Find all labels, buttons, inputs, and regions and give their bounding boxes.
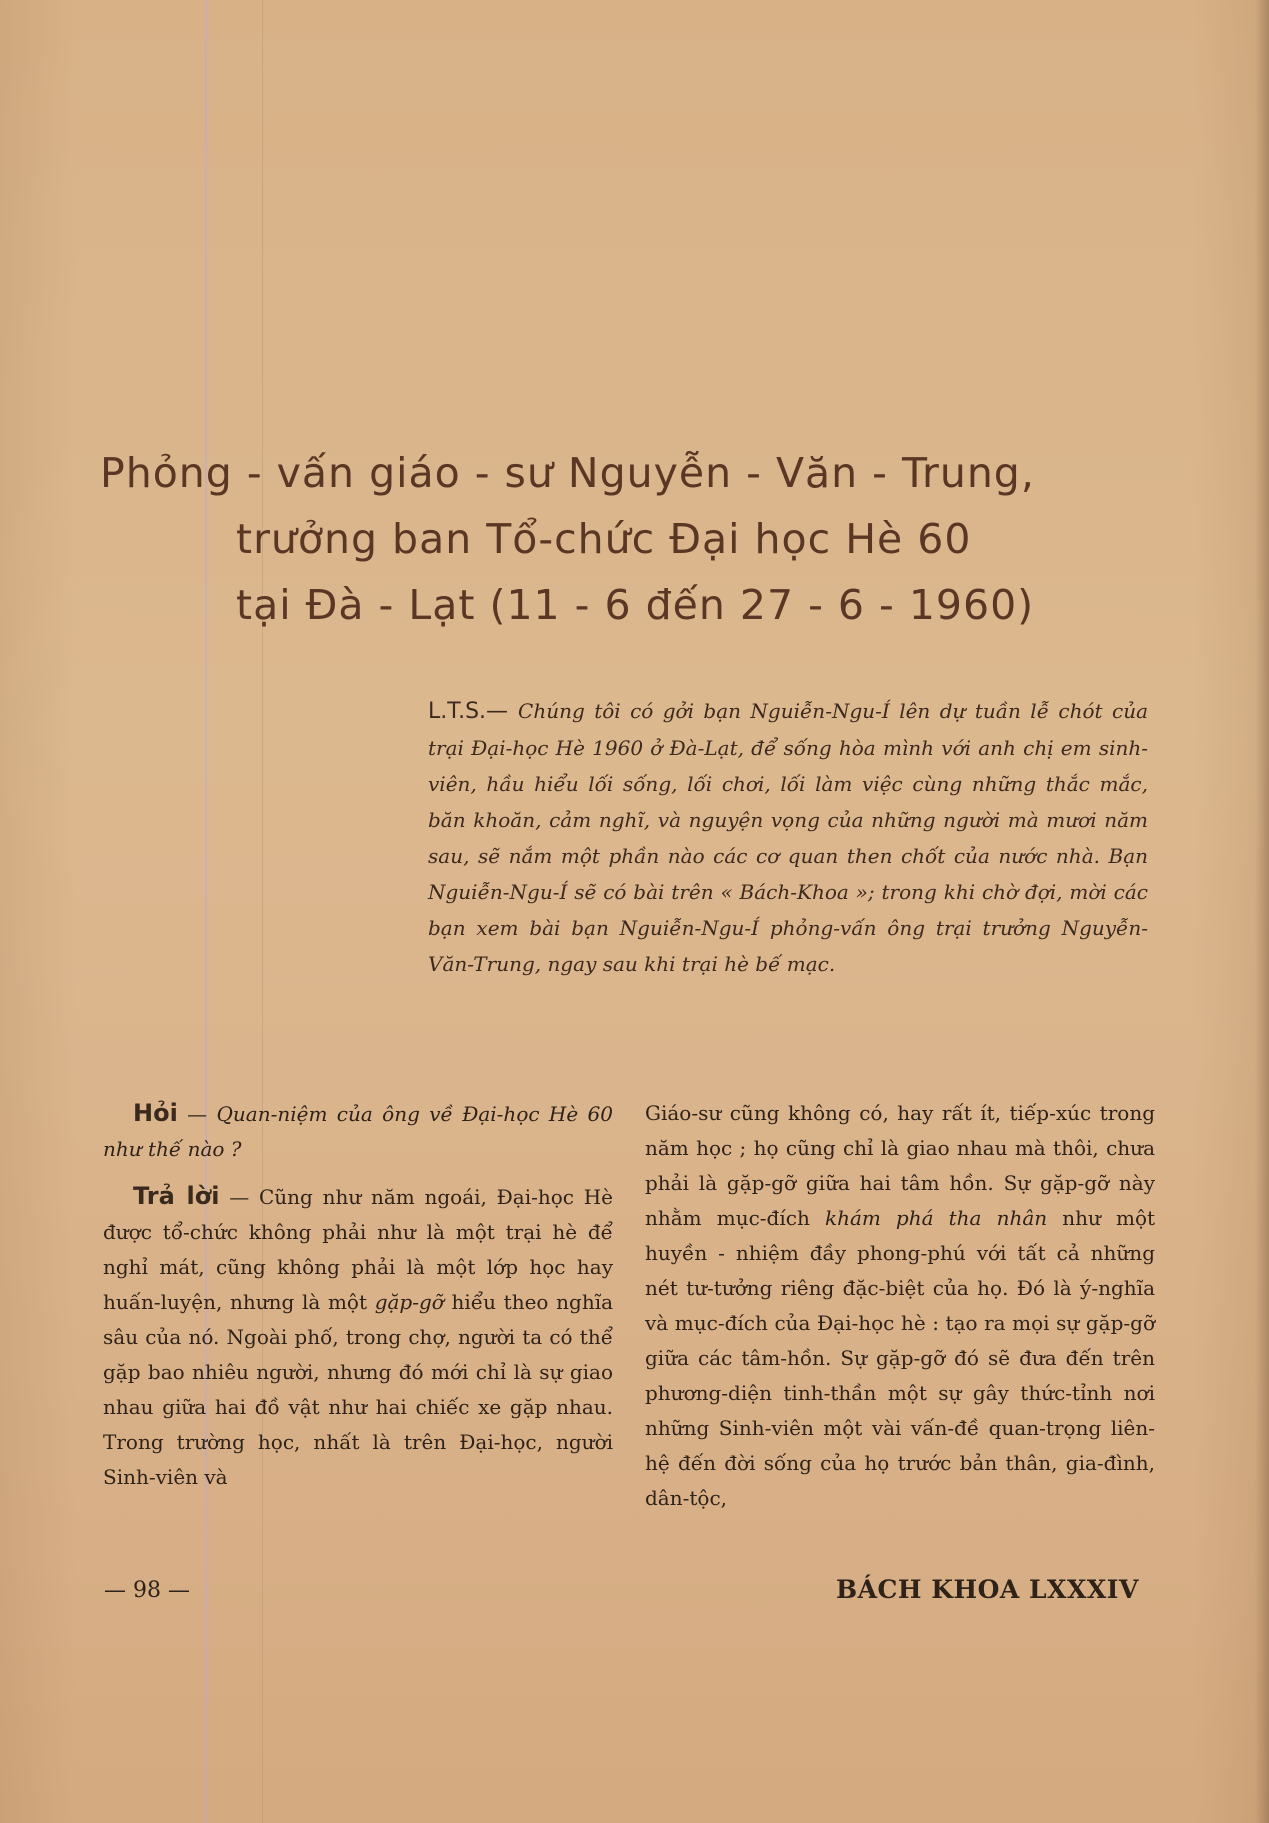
left-column xyxy=(103,1096,613,1507)
answer-emphasis-2: khám phá tha nhân xyxy=(824,1206,1048,1230)
answer-label: Trả lời xyxy=(133,1182,220,1210)
answer-paragraph xyxy=(103,1179,613,1495)
answer-continuation xyxy=(645,1096,1155,1516)
question-text: Quan-niệm của ông về Đại-học Hè 60 như thế nào ? xyxy=(103,1102,613,1161)
question-dash: — xyxy=(187,1102,208,1126)
editor-note-text: Chúng tôi có gởi bạn Nguiễn-Ngu-Í lên dự tuần lễ chót của trại Đại-học Hè 1960 ở Đà-Lạt, để sống hòa mình với anh chị em sinh-viên, hầu hiểu lối sống, lối chơi, lối làm việc cùng những thắc mắc, băn khoăn, cảm nghĩ, và nguyện vọng của những người mà mươi năm sau, sẽ nắm một phần nào các cơ quan then chốt của nước nhà. Bạn Nguiễn-Ngu-Í sẽ có bài trên « Bách-Khoa »; trong khi chờ đợi, mời các bạn xem bài bạn Nguiễn-Ngu-Í phỏng-vấn ông trại trưởng Nguyễn-Văn-Trung, ngay sau khi trại hè bế mạc. xyxy=(428,699,1148,976)
page-edge-shadow xyxy=(1255,0,1269,1823)
magazine-issue: BÁCH KHOA LXXXIV xyxy=(836,1575,1139,1604)
page-crease xyxy=(262,0,263,1823)
title-line-1: Phỏng - vấn giáo - sư Nguyễn - Văn - Trung, xyxy=(100,449,1035,497)
question-label: Hỏi xyxy=(133,1099,178,1127)
page-fold-line xyxy=(205,0,207,1823)
title-line-2: trưởng ban Tổ-chức Đại học Hè 60 xyxy=(236,515,972,563)
editor-note xyxy=(428,693,1148,982)
title-line-3: tại Đà - Lạt (11 - 6 đến 27 - 6 - 1960) xyxy=(236,581,1035,629)
editor-note-lead: L.T.S.— xyxy=(428,699,509,724)
answer-text-part-1: Cũng như năm ngoái, Đại-học Hè được tổ-chức không phải như là một trại hè để nghỉ mát, cũng không phải là một lớp học hay huấn-luyện, nhưng là một xyxy=(103,1185,613,1314)
question-paragraph xyxy=(103,1096,613,1167)
page-number: — 98 — xyxy=(104,1578,190,1603)
answer-text-part-4: như một huyền - nhiệm đầy phong-phú với tất cả những nét tư-tưởng riêng đặc-biệt của họ. Đó là ý-nghĩa và mục-đích của Đại-học hè : tạo ra mọi sự gặp-gỡ giữa các tâm-hồn. Sự gặp-gỡ đó sẽ đưa đến trên phương-diện tinh-thần một sự gây thức-tỉnh nơi những Sinh-viên một vài vấn-đề quan-trọng liên-hệ đến đời sống của họ trước bản thân, gia-đình, dân-tộc, xyxy=(645,1206,1156,1510)
answer-emphasis-1: gặp-gỡ xyxy=(374,1290,444,1314)
answer-text-part-2: hiểu theo nghĩa sâu của nó. Ngoài phố, trong chợ, người ta có thể gặp bao nhiêu người, nhưng đó mới chỉ là sự giao nhau giữa hai đồ vật như hai chiếc xe gặp nhau. Trong trường học, nhất là trên Đại-học, người Sinh-viên và xyxy=(103,1290,614,1489)
answer-dash: — xyxy=(229,1185,250,1209)
right-column xyxy=(645,1096,1155,1528)
article-title xyxy=(100,440,1035,638)
answer-text-part-3: Giáo-sư cũng không có, hay rất ít, tiếp-xúc trong năm học ; họ cũng chỉ là giao nhau mà thôi, chưa phải là gặp-gỡ giữa hai tâm hồn. Sự gặp-gỡ này nhằm mục-đích xyxy=(645,1101,1155,1230)
